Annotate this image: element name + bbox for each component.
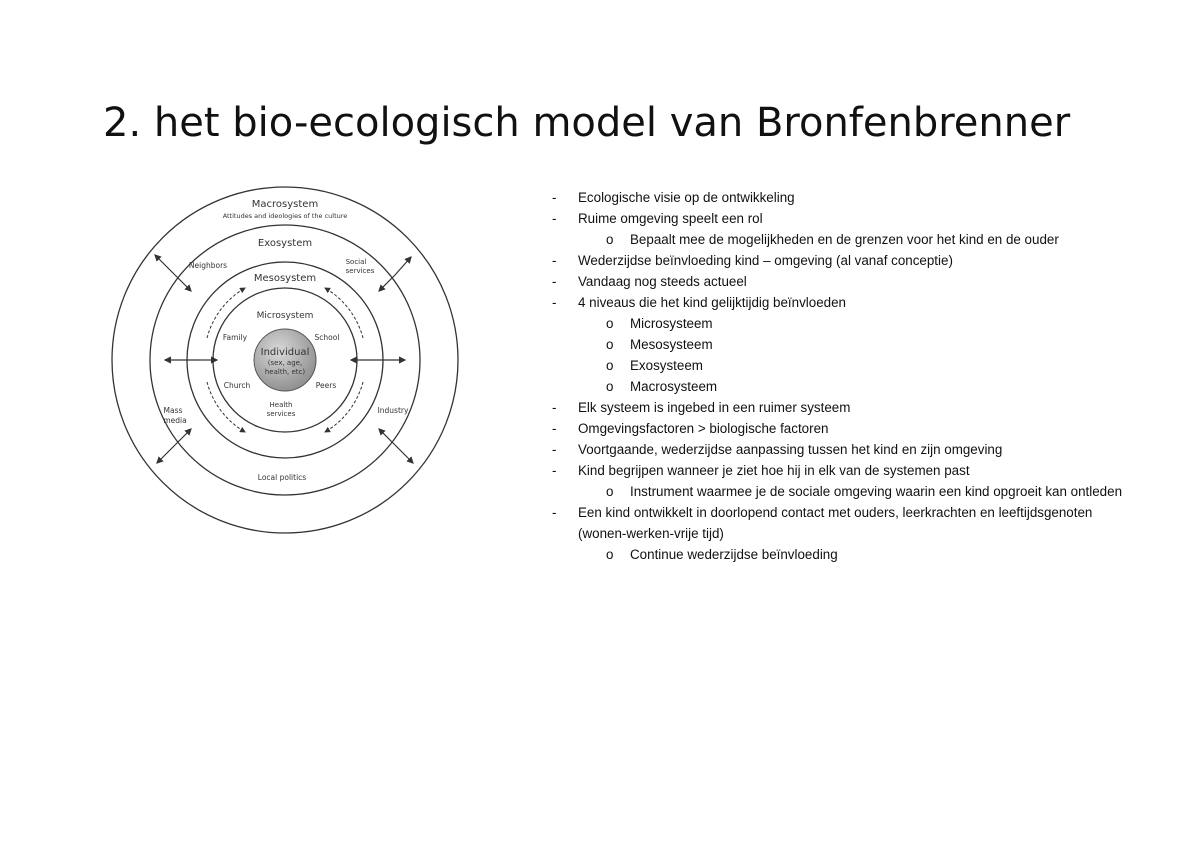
bullet-dash: - (552, 442, 557, 457)
bullet-dash: - (552, 421, 557, 436)
bullet-circle: o (606, 547, 614, 562)
sub-list-item: o Continue wederzijdse beïnvloeding (552, 544, 1192, 565)
sub-list-item: o Microsysteem (552, 313, 1192, 334)
list-item: - Een kind ontwikkelt in doorlopend contact met ouders, leerkrachten en leeftijdsgenoten (552, 502, 1192, 523)
list-item: - Omgevingsfactoren > biologische factoren (552, 418, 1192, 439)
mass-media-label-1: Mass (163, 406, 183, 415)
list-item: - 4 niveaus die het kind gelijktijdig beïnvloeden (552, 292, 1192, 313)
health-services-label-1: Health (269, 401, 293, 409)
social-services-label-1: Social (345, 258, 367, 266)
bullet-circle: o (606, 484, 614, 499)
family-label: Family (222, 333, 248, 342)
bullet-dash: - (552, 274, 557, 289)
school-label: School (314, 333, 340, 342)
bullet-dash: - (552, 295, 557, 310)
sub-list-item: o Mesosysteem (552, 334, 1192, 355)
mesosystem-label: Mesosystem (253, 273, 317, 284)
list-item: - Voortgaande, wederzijdse aanpassing tussen het kind en zijn omgeving (552, 439, 1192, 460)
bullet-dash: - (552, 253, 557, 268)
mass-media-label-2: media (163, 416, 187, 425)
bullet-dash: - (552, 211, 557, 226)
local-politics-label: Local politics (257, 473, 307, 482)
page-title: 2. het bio-ecologisch model van Bronfenbrenner (103, 100, 1071, 146)
bullet-circle: o (606, 379, 614, 394)
neighbors-label: Neighbors (188, 261, 228, 270)
list-item: - Ecologische visie op de ontwikkeling (552, 187, 1192, 208)
exosystem-label: Exosystem (257, 238, 313, 249)
bullet-circle: o (606, 232, 614, 247)
individual-sublabel-2: health, etc) (264, 368, 306, 376)
bullet-circle: o (606, 316, 614, 331)
macrosystem-sublabel: Attitudes and ideologies of the culture (222, 212, 348, 220)
individual-label: Individual (260, 347, 310, 358)
industry-label: Industry (377, 406, 409, 415)
sub-list-item: o Macrosysteem (552, 376, 1192, 397)
bullet-dash: - (552, 463, 557, 478)
sub-list-item: o Bepaalt mee de mogelijkheden en de grenzen voor het kind en de ouder (552, 229, 1192, 250)
health-services-label-2: services (266, 410, 296, 418)
list-item: - Kind begrijpen wanneer je ziet hoe hij in elk van de systemen past (552, 460, 1192, 481)
list-item: - Vandaag nog steeds actueel (552, 271, 1192, 292)
bullet-dash: - (552, 190, 557, 205)
list-item: - Wederzijdse beïnvloeding kind – omgeving (al vanaf conceptie) (552, 250, 1192, 271)
bullet-dash: - (552, 505, 557, 520)
bullet-dash: - (552, 400, 557, 415)
peers-label: Peers (315, 381, 337, 390)
list-item-continuation: (wonen-werken-vrije tijd) (578, 526, 724, 541)
sub-list-item: o Instrument waarmee je de sociale omgeving waarin een kind opgroeit kan ontleden (552, 481, 1192, 502)
macrosystem-label: Macrosystem (251, 199, 319, 210)
microsystem-label: Microsystem (256, 311, 314, 321)
sub-list-item: o Exosysteem (552, 355, 1192, 376)
bronfenbrenner-diagram (105, 180, 475, 550)
church-label: Church (223, 381, 251, 390)
bullet-circle: o (606, 337, 614, 352)
individual-sublabel-1: (sex, age, (267, 359, 303, 367)
bullet-circle: o (606, 358, 614, 373)
list-item: - Ruime omgeving speelt een rol (552, 208, 1192, 229)
bullet-list (552, 187, 1192, 565)
social-services-label-2: services (345, 267, 375, 275)
list-item: - Elk systeem is ingebed in een ruimer systeem (552, 397, 1192, 418)
